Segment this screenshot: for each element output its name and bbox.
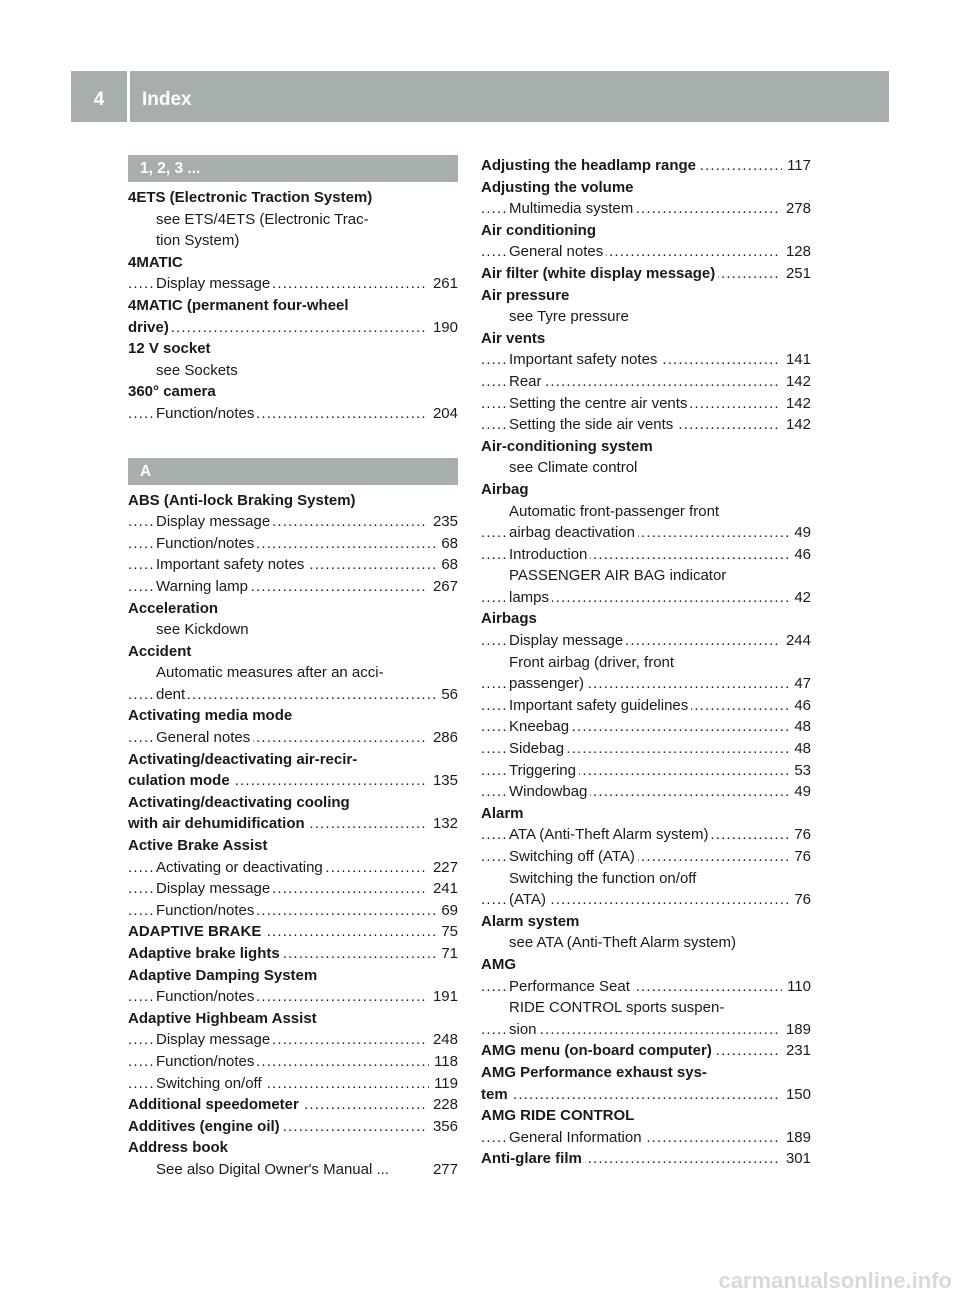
page-reference: 227 (428, 857, 458, 879)
entry-label: Alarm (481, 803, 527, 825)
entry-label: . . . Additives (engine oil) (128, 1116, 283, 1138)
index-entry (481, 608, 811, 630)
index-entry (481, 177, 811, 199)
index-subentry (128, 1029, 458, 1051)
index-subentry (481, 976, 811, 998)
entry-label: Address book (128, 1137, 231, 1159)
page-reference: 277 (428, 1159, 458, 1181)
index-entry (481, 1105, 811, 1127)
page-reference: 142 (781, 371, 811, 393)
entry-label: . . . Adaptive brake lights (128, 943, 283, 965)
entry-label: . . . ADAPTIVE BRAKE (128, 921, 264, 943)
page-reference: 49 (789, 781, 811, 803)
page-reference: 42 (789, 587, 811, 609)
page-header (71, 71, 889, 122)
index-subentry (481, 349, 811, 371)
index-subentry (481, 587, 811, 609)
index-subentry (128, 554, 458, 576)
entry-label: . . . AMG menu (on-board computer) (481, 1040, 715, 1062)
index-subentry (128, 684, 458, 706)
index-subentry (128, 273, 458, 295)
entry-label: . . . Display message (509, 630, 626, 652)
entry-label: . . . Important safety notes (156, 554, 307, 576)
entry-label: . . . Display message (156, 273, 273, 295)
page-reference: 47 (789, 673, 811, 695)
index-entry (128, 1137, 458, 1159)
header-divider (127, 71, 130, 122)
entry-label: . . . Warning lamp (156, 576, 251, 598)
page-reference: 48 (789, 716, 811, 738)
page-reference: 231 (781, 1040, 811, 1062)
entry-label: AMG RIDE CONTROL (481, 1105, 637, 1127)
page-reference: 204 (428, 403, 458, 425)
index-subentry (128, 533, 458, 555)
page-reference: 68 (436, 554, 458, 576)
entry-label: See also Digital Owner's Manual ... (156, 1159, 392, 1181)
index-subentry (481, 501, 811, 523)
entry-label: ABS (Anti-lock Braking System) (128, 490, 359, 512)
page-reference: 251 (781, 263, 811, 285)
entry-label: Activating/deactivating air-recir- (128, 749, 360, 771)
entry-label: Active Brake Assist (128, 835, 271, 857)
entry-label: Switching the function on/off (509, 868, 699, 890)
index-entry (481, 911, 811, 933)
page-reference: 267 (428, 576, 458, 598)
entry-label: . . . Function/notes (156, 986, 257, 1008)
page-reference: 71 (436, 943, 458, 965)
page-number: 4 (93, 89, 105, 110)
entry-label: see ETS/4ETS (Electronic Trac- (156, 209, 372, 231)
entry-label: . . . Multimedia system (509, 198, 636, 220)
index-entry (128, 252, 458, 274)
entry-label: . . . passenger) (509, 673, 587, 695)
index-entry (481, 220, 811, 242)
entry-label: . . . ATA (Anti-Theft Alarm system) (509, 824, 711, 846)
index-column-right (481, 155, 811, 1170)
page-reference: 356 (428, 1116, 458, 1138)
index-entry (128, 295, 458, 317)
index-entry (128, 1008, 458, 1030)
page-reference: 248 (428, 1029, 458, 1051)
entry-label: 4MATIC (128, 252, 186, 274)
entry-label: . . . Display message (156, 878, 273, 900)
index-subentry (481, 1127, 811, 1149)
entry-label: . . . General Information (509, 1127, 645, 1149)
entry-label: . . . Function/notes (156, 900, 257, 922)
index-subentry (481, 457, 811, 479)
entry-label: . . . Sidebag (509, 738, 567, 760)
entry-label: . . . tem (481, 1084, 511, 1106)
entry-label: . . . Triggering (509, 760, 579, 782)
entry-label: Adaptive Highbeam Assist (128, 1008, 320, 1030)
page-reference: 53 (789, 760, 811, 782)
index-entry (128, 641, 458, 663)
entry-label: Automatic measures after an acci- (156, 662, 387, 684)
page-reference: 190 (428, 317, 458, 339)
index-subentry (481, 695, 811, 717)
entry-label: . . . Setting the centre air vents (509, 393, 690, 415)
index-subentry (481, 824, 811, 846)
index-subentry (481, 1019, 811, 1041)
page-reference: 68 (436, 533, 458, 555)
entry-label: . . . airbag deactivation (509, 522, 638, 544)
index-subentry (128, 619, 458, 641)
entry-label: . . . Important safety guidelines (509, 695, 691, 717)
index-entry (128, 943, 458, 965)
index-subentry (128, 209, 458, 231)
index-list-a (128, 490, 458, 1181)
entry-label: Acceleration (128, 598, 221, 620)
entry-label: see Climate control (509, 457, 640, 479)
index-list-numbers (128, 187, 458, 425)
entry-label: AMG Performance exhaust sys- (481, 1062, 710, 1084)
index-entry (128, 813, 458, 835)
entry-label: Adaptive Damping System (128, 965, 320, 987)
page-reference: 76 (789, 889, 811, 911)
page-reference: 150 (781, 1084, 811, 1106)
entry-label: . . . Switching off (ATA) (509, 846, 638, 868)
entry-label: 360° camera (128, 381, 219, 403)
page-title: Index (142, 89, 192, 110)
page-reference: 76 (789, 824, 811, 846)
index-entry (128, 965, 458, 987)
page-reference: 110 (782, 976, 811, 998)
entry-label: Airbags (481, 608, 540, 630)
page-reference: 244 (781, 630, 811, 652)
entry-label: Activating media mode (128, 705, 295, 727)
index-entry (481, 1062, 811, 1084)
index-entry (481, 263, 811, 285)
section-header-a: A (128, 458, 458, 485)
index-subentry (481, 846, 811, 868)
index-subentry (481, 868, 811, 890)
entry-label: 12 V socket (128, 338, 214, 360)
entry-label: Air pressure (481, 285, 572, 307)
page-reference: 48 (789, 738, 811, 760)
entry-label: . . . Display message (156, 1029, 273, 1051)
page-reference: 75 (436, 921, 458, 943)
index-subentry (128, 511, 458, 533)
index-subentry (128, 986, 458, 1008)
page-reference: 69 (436, 900, 458, 922)
index-subentry (481, 306, 811, 328)
page-reference: 301 (781, 1148, 811, 1170)
index-entry (481, 285, 811, 307)
index-subentry (481, 630, 811, 652)
entry-label: see Kickdown (156, 619, 252, 641)
index-subentry (128, 878, 458, 900)
entry-label: . . . Performance Seat (509, 976, 633, 998)
entry-label: Automatic front-passenger front (509, 501, 722, 523)
page-reference: 49 (789, 522, 811, 544)
index-subentry (481, 393, 811, 415)
index-entry (128, 598, 458, 620)
index-entry (128, 317, 458, 339)
page-reference: 286 (428, 727, 458, 749)
index-subentry (128, 662, 458, 684)
entry-label: . . . dent (156, 684, 188, 706)
entry-label: . . . Activating or deactivating (156, 857, 326, 879)
index-entry (481, 1084, 811, 1106)
entry-label: see ATA (Anti-Theft Alarm system) (509, 932, 739, 954)
index-subentry (481, 716, 811, 738)
entry-label: tion System) (156, 230, 242, 252)
index-entry (128, 490, 458, 512)
page-reference: 56 (436, 684, 458, 706)
index-column-left (128, 155, 458, 1181)
index-entry (128, 835, 458, 857)
page-reference: 241 (428, 878, 458, 900)
page-reference: 128 (781, 241, 811, 263)
entry-label: . . . General notes (156, 727, 253, 749)
entry-label: Air vents (481, 328, 548, 350)
entry-label: . . . culation mode (128, 770, 233, 792)
entry-label: . . . Additional speedometer (128, 1094, 302, 1116)
entry-label: . . . with air dehumidification (128, 813, 308, 835)
index-subentry (481, 414, 811, 436)
index-subentry (481, 241, 811, 263)
index-subentry (128, 360, 458, 382)
entry-label: AMG (481, 954, 519, 976)
index-subentry (481, 932, 811, 954)
index-subentry (128, 576, 458, 598)
entry-label: . . . Air filter (white display message) (481, 263, 718, 285)
entry-label: . . . Function/notes (156, 403, 257, 425)
entry-label: . . . (ATA) (509, 889, 549, 911)
entry-label: Activating/deactivating cooling (128, 792, 353, 814)
entry-label: Adjusting the volume (481, 177, 637, 199)
index-entry (128, 338, 458, 360)
index-subentry (128, 1073, 458, 1095)
entry-label: RIDE CONTROL sports suspen- (509, 997, 727, 1019)
index-entry (128, 381, 458, 403)
index-entry (481, 155, 811, 177)
index-subentry (481, 371, 811, 393)
index-subentry (128, 230, 458, 252)
page-reference: 46 (789, 544, 811, 566)
page-reference: 141 (781, 349, 811, 371)
index-entry (481, 328, 811, 350)
index-entry (481, 1148, 811, 1170)
page-reference: 46 (789, 695, 811, 717)
entry-label: Alarm system (481, 911, 582, 933)
index-entry (128, 792, 458, 814)
entry-label: Airbag (481, 479, 532, 501)
index-subentry (128, 403, 458, 425)
entry-label: see Sockets (156, 360, 241, 382)
page-reference: 191 (428, 986, 458, 1008)
index-entry (128, 705, 458, 727)
page-reference: 132 (428, 813, 458, 835)
section-header-numbers: 1, 2, 3 ... (128, 155, 458, 182)
index-subentry (128, 857, 458, 879)
entry-label: . . . lamps (509, 587, 552, 609)
index-subentry (481, 889, 811, 911)
index-entry (128, 749, 458, 771)
entry-label: . . . Setting the side air vents (509, 414, 676, 436)
entry-label: . . . Adjusting the headlamp range (481, 155, 699, 177)
entry-label: . . . Windowbag (509, 781, 590, 803)
page-reference: 117 (782, 155, 811, 177)
entry-label: . . . Function/notes (156, 1051, 257, 1073)
entry-label: PASSENGER AIR BAG indicator (509, 565, 729, 587)
index-entry (128, 187, 458, 209)
entry-label: . . . Anti-glare film (481, 1148, 585, 1170)
index-subentry (481, 522, 811, 544)
index-subentry (481, 760, 811, 782)
index-subentry (481, 673, 811, 695)
index-entry (128, 770, 458, 792)
page-reference: 142 (781, 414, 811, 436)
index-subentry (481, 565, 811, 587)
page-reference: 76 (789, 846, 811, 868)
entry-label: Accident (128, 641, 194, 663)
page-reference: 228 (428, 1094, 458, 1116)
page-reference: 189 (781, 1127, 811, 1149)
index-entry (481, 954, 811, 976)
index-subentry (128, 727, 458, 749)
index-entry (128, 1094, 458, 1116)
entry-label: 4MATIC (permanent four-wheel (128, 295, 352, 317)
entry-label: see Tyre pressure (509, 306, 632, 328)
index-subentry (481, 198, 811, 220)
index-entry (128, 1116, 458, 1138)
entry-label: 4ETS (Electronic Traction System) (128, 187, 375, 209)
page-reference: 119 (429, 1073, 458, 1095)
entry-label: Air conditioning (481, 220, 599, 242)
entry-label: . . . Switching on/off (156, 1073, 265, 1095)
index-subentry (128, 900, 458, 922)
page-reference: 142 (781, 393, 811, 415)
entry-label: . . . Introduction (509, 544, 590, 566)
page-reference: 261 (428, 273, 458, 295)
index-subentry (481, 544, 811, 566)
entry-label: . . . Rear (509, 371, 545, 393)
entry-label: . . . General notes (509, 241, 606, 263)
page-reference: 135 (428, 770, 458, 792)
entry-label: Front airbag (driver, front (509, 652, 677, 674)
watermark: carmanualsonline.info (718, 1268, 952, 1293)
index-subentry (128, 1051, 458, 1073)
index-entry (481, 803, 811, 825)
index-entry (128, 921, 458, 943)
index-entry (481, 436, 811, 458)
entry-label: . . . Kneebag (509, 716, 572, 738)
index-subentry (481, 781, 811, 803)
entry-label: . . . sion (509, 1019, 540, 1041)
index-entry (481, 1040, 811, 1062)
page-reference: 278 (781, 198, 811, 220)
entry-label: . . . Important safety notes (509, 349, 660, 371)
index-subentry (481, 738, 811, 760)
entry-label: . . . Function/notes (156, 533, 257, 555)
index-list-a-continued (481, 155, 811, 1170)
page-reference: 189 (781, 1019, 811, 1041)
page-reference: 118 (429, 1051, 458, 1073)
entry-label: . . . drive) (128, 317, 172, 339)
page-reference: 235 (428, 511, 458, 533)
index-subentry (481, 997, 811, 1019)
entry-label: . . . Display message (156, 511, 273, 533)
index-subentry (128, 1159, 458, 1181)
index-entry (481, 479, 811, 501)
index-subentry (481, 652, 811, 674)
entry-label: Air-conditioning system (481, 436, 656, 458)
